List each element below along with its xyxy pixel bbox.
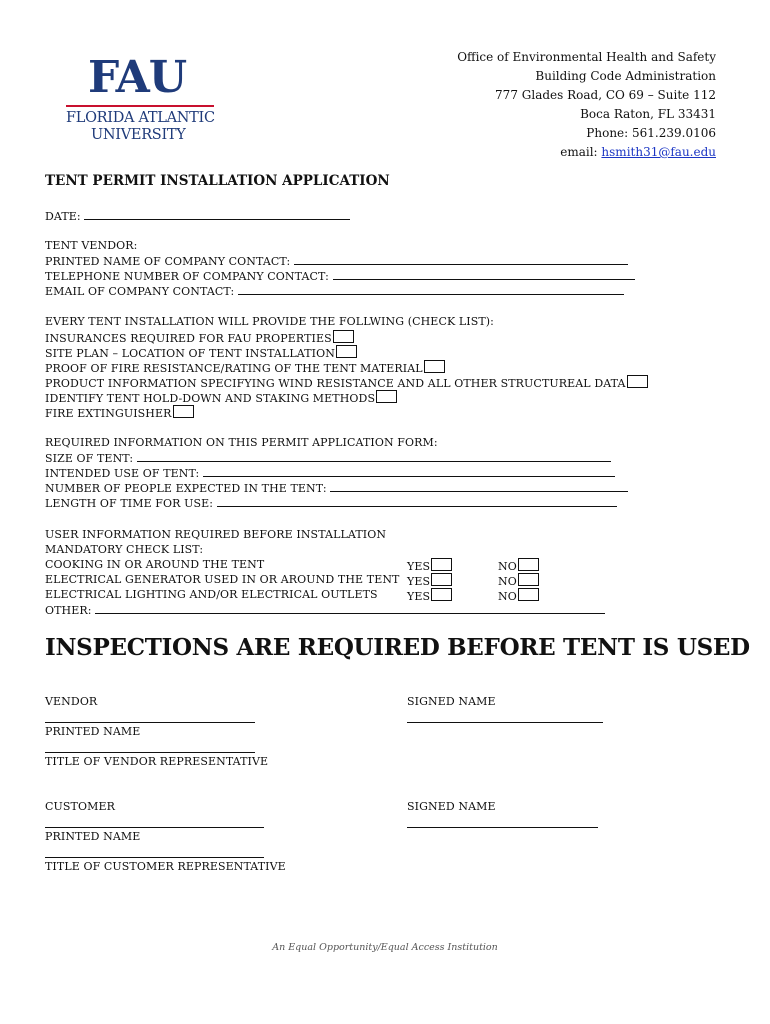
checklist-item-label: PROOF OF FIRE RESISTANCE/RATING OF THE TENT MATERIAL [45, 362, 423, 375]
other-field[interactable] [95, 603, 605, 614]
customer-signature-line[interactable] [45, 817, 264, 828]
people-field[interactable] [330, 481, 628, 492]
fau-logo [60, 48, 218, 148]
office-city: Boca Raton, FL 33431 [580, 107, 716, 121]
office-name: Office of Environmental Health and Safety [457, 50, 716, 64]
customer-signed-name-line[interactable] [407, 817, 598, 828]
vendor-phone-row [45, 269, 635, 283]
date-label: DATE: [45, 210, 81, 223]
checklist-item-label: FIRE EXTINGUISHER [45, 407, 172, 420]
mandatory-item: ELECTRICAL LIGHTING AND/OR ELECTRICAL OUTLETS [45, 588, 378, 601]
use-label: INTENDED USE OF TENT: [45, 467, 200, 480]
customer-printed-name-line[interactable] [45, 847, 264, 858]
office-email-row [457, 143, 716, 162]
other-label: OTHER: [45, 604, 92, 617]
checkbox-fire-extinguisher[interactable] [173, 405, 194, 418]
vendor-phone-field[interactable] [333, 269, 635, 280]
checkbox-cooking-no[interactable] [518, 558, 539, 571]
yes-option [407, 573, 452, 588]
vendor-phone-label: TELEPHONE NUMBER OF COMPANY CONTACT: [45, 270, 329, 283]
size-row [45, 451, 611, 465]
checkbox-hold-down[interactable] [376, 390, 397, 403]
use-row [45, 466, 615, 480]
vendor-email-field[interactable] [238, 284, 624, 295]
checklist-item-label: INSURANCES REQUIRED FOR FAU PROPERTIES [45, 332, 332, 345]
vendor-title-label: TITLE OF VENDOR REPRESENTATIVE [45, 755, 269, 768]
vendor-printed-name-line[interactable] [45, 742, 255, 753]
time-row [45, 496, 617, 510]
checkbox-product-info[interactable] [627, 375, 648, 388]
yes-option [407, 588, 452, 603]
checkbox-site-plan[interactable] [336, 345, 357, 358]
vendor-name-label: PRINTED NAME OF COMPANY CONTACT: [45, 255, 291, 268]
logo-line-2: UNIVERSITY [91, 127, 186, 143]
other-row [45, 603, 605, 617]
vendor-signature-line[interactable] [45, 712, 255, 723]
checklist-item [45, 345, 357, 360]
office-email-link[interactable]: hsmith31@fau.edu [601, 145, 716, 159]
checklist-item [45, 330, 354, 345]
yes-label: YES [407, 560, 431, 573]
no-label: NO [498, 590, 517, 603]
customer-title-label: TITLE OF CUSTOMER REPRESENTATIVE [45, 860, 286, 873]
checklist-item [45, 375, 648, 390]
yes-label: YES [407, 575, 431, 588]
inspection-notice: INSPECTIONS ARE REQUIRED BEFORE TENT IS USED [45, 634, 750, 661]
people-label: NUMBER OF PEOPLE EXPECTED IN THE TENT: [45, 482, 327, 495]
checklist-item [45, 405, 194, 420]
use-field[interactable] [203, 466, 615, 477]
vendor-email-row [45, 284, 624, 298]
checkbox-lighting-no[interactable] [518, 588, 539, 601]
form-title: TENT PERMIT INSTALLATION APPLICATION [45, 173, 390, 189]
footer-text: An Equal Opportunity/Equal Access Institution [272, 942, 498, 953]
people-row [45, 481, 628, 495]
date-field[interactable] [84, 209, 350, 220]
time-field[interactable] [217, 496, 617, 507]
vendor-signed-name-label: SIGNED NAME [407, 695, 496, 708]
checkbox-cooking-yes[interactable] [431, 558, 452, 571]
vendor-sign-label: VENDOR [45, 695, 98, 708]
vendor-name-row [45, 254, 628, 268]
checkbox-generator-yes[interactable] [431, 573, 452, 586]
vendor-name-field[interactable] [294, 254, 628, 265]
no-option [498, 558, 539, 573]
mandatory-item: COOKING IN OR AROUND THE TENT [45, 558, 265, 571]
vendor-printed-name-label: PRINTED NAME [45, 725, 141, 738]
size-label: SIZE OF TENT: [45, 452, 134, 465]
office-email-label: email: [560, 145, 602, 159]
size-field[interactable] [137, 451, 611, 462]
vendor-heading: TENT VENDOR: [45, 239, 138, 252]
checkbox-insurances[interactable] [333, 330, 354, 343]
no-option [498, 573, 539, 588]
logo-line-1: FLORIDA ATLANTIC [66, 110, 215, 126]
date-row [45, 209, 350, 223]
checklist-item-label: IDENTIFY TENT HOLD-DOWN AND STAKING METHODS [45, 392, 376, 405]
office-phone: Phone: 561.239.0106 [586, 126, 716, 140]
required-heading: REQUIRED INFORMATION ON THIS PERMIT APPLICATION FORM: [45, 436, 438, 449]
office-dept: Building Code Administration [535, 69, 716, 83]
mandatory-item: ELECTRICAL GENERATOR USED IN OR AROUND THE TENT [45, 573, 400, 586]
mandatory-heading: MANDATORY CHECK LIST: [45, 543, 204, 556]
customer-printed-name-label: PRINTED NAME [45, 830, 141, 843]
no-option [498, 588, 539, 603]
checkbox-lighting-yes[interactable] [431, 588, 452, 601]
user-info-heading: USER INFORMATION REQUIRED BEFORE INSTALLATION [45, 528, 387, 541]
no-label: NO [498, 575, 517, 588]
checklist-item-label: SITE PLAN – LOCATION OF TENT INSTALLATION [45, 347, 335, 360]
checkbox-generator-no[interactable] [518, 573, 539, 586]
logo-rule [66, 105, 214, 107]
checklist-heading: EVERY TENT INSTALLATION WILL PROVIDE THE FOLLWING (CHECK LIST): [45, 315, 494, 328]
checklist-item [45, 390, 397, 405]
no-label: NO [498, 560, 517, 573]
office-street: 777 Glades Road, CO 69 – Suite 112 [495, 88, 716, 102]
checklist-item [45, 360, 445, 375]
vendor-email-label: EMAIL OF COMPANY CONTACT: [45, 285, 235, 298]
yes-label: YES [407, 590, 431, 603]
time-label: LENGTH OF TIME FOR USE: [45, 497, 214, 510]
checkbox-fire-resistance[interactable] [424, 360, 445, 373]
customer-sign-label: CUSTOMER [45, 800, 115, 813]
checklist-item-label: PRODUCT INFORMATION SPECIFYING WIND RESISTANCE AND ALL OTHER STRUCTUREAL DATA [45, 377, 626, 390]
vendor-signed-name-line[interactable] [407, 712, 603, 723]
logo-mark: FAU [88, 52, 187, 103]
customer-signed-name-label: SIGNED NAME [407, 800, 496, 813]
yes-option [407, 558, 452, 573]
office-address [457, 48, 716, 162]
